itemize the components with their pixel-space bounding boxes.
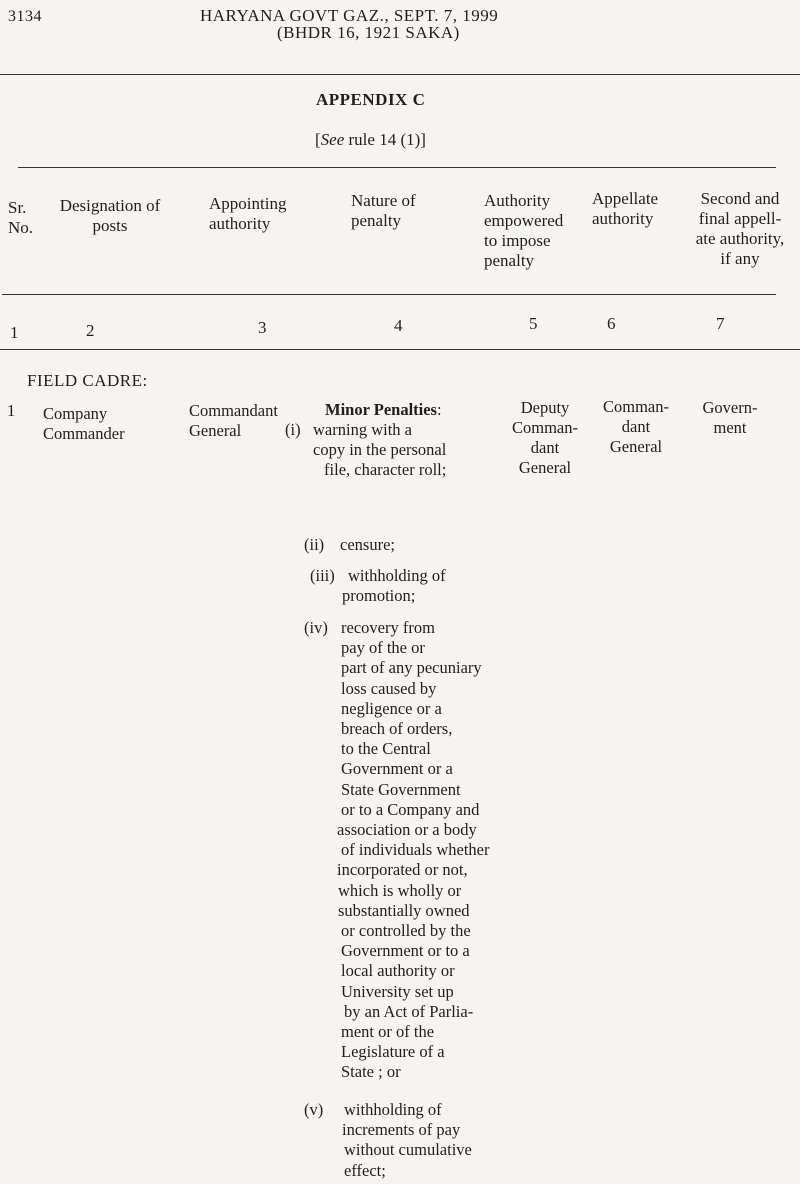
col-head-line: Appellate [592, 189, 659, 208]
rule-reference [315, 130, 426, 150]
penalty-line: censure; [340, 535, 395, 554]
col-head-line: ate authority, [695, 229, 785, 248]
col-head-line: Appointing [209, 194, 287, 213]
penalty-line: University set up [341, 981, 454, 1001]
col-head-line: Nature of [351, 191, 416, 210]
col-number-6: 6 [607, 314, 616, 333]
penalty-line: to the Central [341, 739, 431, 759]
penalty-line: State ; or [341, 1062, 401, 1082]
designation-line: Company [43, 404, 108, 423]
row-sr-number: 1 [7, 401, 16, 420]
authority-line: Deputy [520, 398, 570, 417]
col-head-appointing [209, 194, 286, 234]
penalty-line: pay of the or [341, 638, 425, 658]
penalty-line: ment or of the [341, 1022, 435, 1042]
authority-line: dant [530, 438, 560, 457]
see-word: See [320, 130, 345, 149]
penalty-label-ii: (ii) [304, 535, 325, 554]
table-top-rule [18, 167, 776, 168]
col-head-appellate [592, 189, 658, 229]
penalty-line: negligence or a [341, 698, 442, 718]
penalty-text-v [344, 1100, 472, 1181]
penalty-line: part of any pecuniary [341, 658, 482, 678]
page-number: 3134 [8, 8, 42, 25]
col-head-designation [46, 196, 174, 236]
penalty-line: warning with a [313, 420, 412, 439]
penalty-label-iv: (iv) [304, 618, 328, 637]
final-authority-line: Govern- [702, 398, 758, 417]
penalty-line: which is wholly or [338, 880, 462, 900]
appellate-line: Comman- [603, 397, 669, 416]
col-head-line: penalty [351, 211, 402, 230]
row-appellate-authority [584, 397, 688, 457]
appendix-title: APPENDIX C [316, 90, 426, 109]
penalty-line: without cumulative [344, 1140, 472, 1160]
col-head-line: No. [8, 218, 34, 237]
penalty-label-iii: (iii) [310, 566, 335, 585]
penalty-line: local authority or [341, 961, 455, 981]
penalty-text-iii [342, 566, 446, 606]
col-head-line: authority [209, 214, 271, 233]
penalty-line: Government or a [341, 759, 453, 779]
col-head-line: Designation of [59, 196, 161, 215]
col-number-1: 1 [10, 323, 19, 342]
col-head-line: to impose [484, 231, 551, 250]
penalty-line: Government or to a [341, 941, 470, 961]
col-head-line: authority [592, 209, 654, 228]
col-head-line: posts [92, 216, 128, 235]
col-head-line: Authority [484, 191, 551, 210]
penalty-line: promotion; [342, 586, 416, 606]
appellate-line: General [609, 437, 663, 456]
col-head-line: final appell- [698, 209, 782, 228]
appointing-line: Commandant [189, 401, 278, 420]
col-number-3: 3 [258, 318, 267, 337]
col-head-line: if any [720, 249, 760, 268]
gazette-title: HARYANA GOVT GAZ., SEPT. 7, 1999 [200, 6, 499, 25]
final-authority-line: ment [713, 418, 747, 437]
penalty-line: breach of orders, [341, 719, 453, 739]
penalty-line: substantially owned [338, 900, 470, 920]
penalty-line: effect; [344, 1160, 386, 1180]
col-head-sr-no [8, 198, 33, 238]
penalty-line: recovery from [341, 618, 435, 637]
col-head-line: penalty [484, 251, 535, 270]
penalty-line: association or a body [337, 820, 477, 840]
section-heading: FIELD CADRE: [27, 371, 148, 390]
penalty-text-iv [337, 618, 490, 1083]
row-appointing-authority [189, 401, 278, 441]
col-number-2: 2 [86, 321, 95, 340]
penalty-line: Legislature of a [341, 1042, 445, 1062]
minor-penalties-colon: : [436, 400, 442, 419]
penalty-line: loss caused by [341, 678, 437, 698]
designation-line: Commander [43, 424, 125, 443]
penalty-label-v: (v) [304, 1100, 324, 1119]
penalty-line: or to a Company and [341, 799, 480, 819]
saka-date: (BHDR 16, 1921 SAKA) [277, 23, 460, 42]
col-head-line: Second and [700, 189, 780, 208]
col-head-line: Sr. [8, 198, 27, 217]
penalty-line: copy in the personal [313, 440, 447, 460]
row-authority-empowered [492, 398, 598, 478]
col-head-final [684, 189, 796, 269]
table-header-rule [2, 294, 776, 295]
authority-line: Comman- [512, 418, 578, 437]
row-final-authority [690, 398, 770, 438]
penalty-label-i: (i) [285, 420, 301, 439]
penalty-line: file, character roll; [324, 460, 447, 480]
minor-penalties-heading [325, 400, 442, 420]
penalty-text-ii [340, 535, 395, 555]
col-head-authority [484, 191, 563, 271]
appointing-line: General [189, 421, 242, 440]
penalty-line: or controlled by the [341, 921, 471, 941]
penalty-text-i [313, 420, 446, 481]
authority-line: General [518, 458, 572, 477]
penalty-line: increments of pay [342, 1120, 461, 1140]
penalty-line: by an Act of Parlia- [344, 1001, 474, 1021]
col-number-7: 7 [716, 314, 725, 333]
appellate-line: dant [621, 417, 651, 436]
table-number-rule [0, 349, 800, 350]
penalty-line: of individuals whether [341, 840, 490, 860]
rule-text: rule 14 (1)] [344, 130, 426, 149]
penalty-line: withholding of [348, 566, 446, 585]
row-designation [43, 404, 125, 444]
col-number-5: 5 [529, 314, 538, 333]
penalty-line: incorporated or not, [337, 860, 468, 880]
bracket-open: [ [315, 130, 321, 149]
penalty-line: withholding of [344, 1100, 442, 1119]
col-head-nature [351, 191, 416, 231]
minor-penalties-label: Minor Penalties [325, 400, 437, 419]
col-number-4: 4 [394, 316, 403, 335]
penalty-line: State Government [341, 779, 461, 799]
col-head-line: empowered [484, 211, 564, 230]
header-rule [0, 74, 800, 75]
